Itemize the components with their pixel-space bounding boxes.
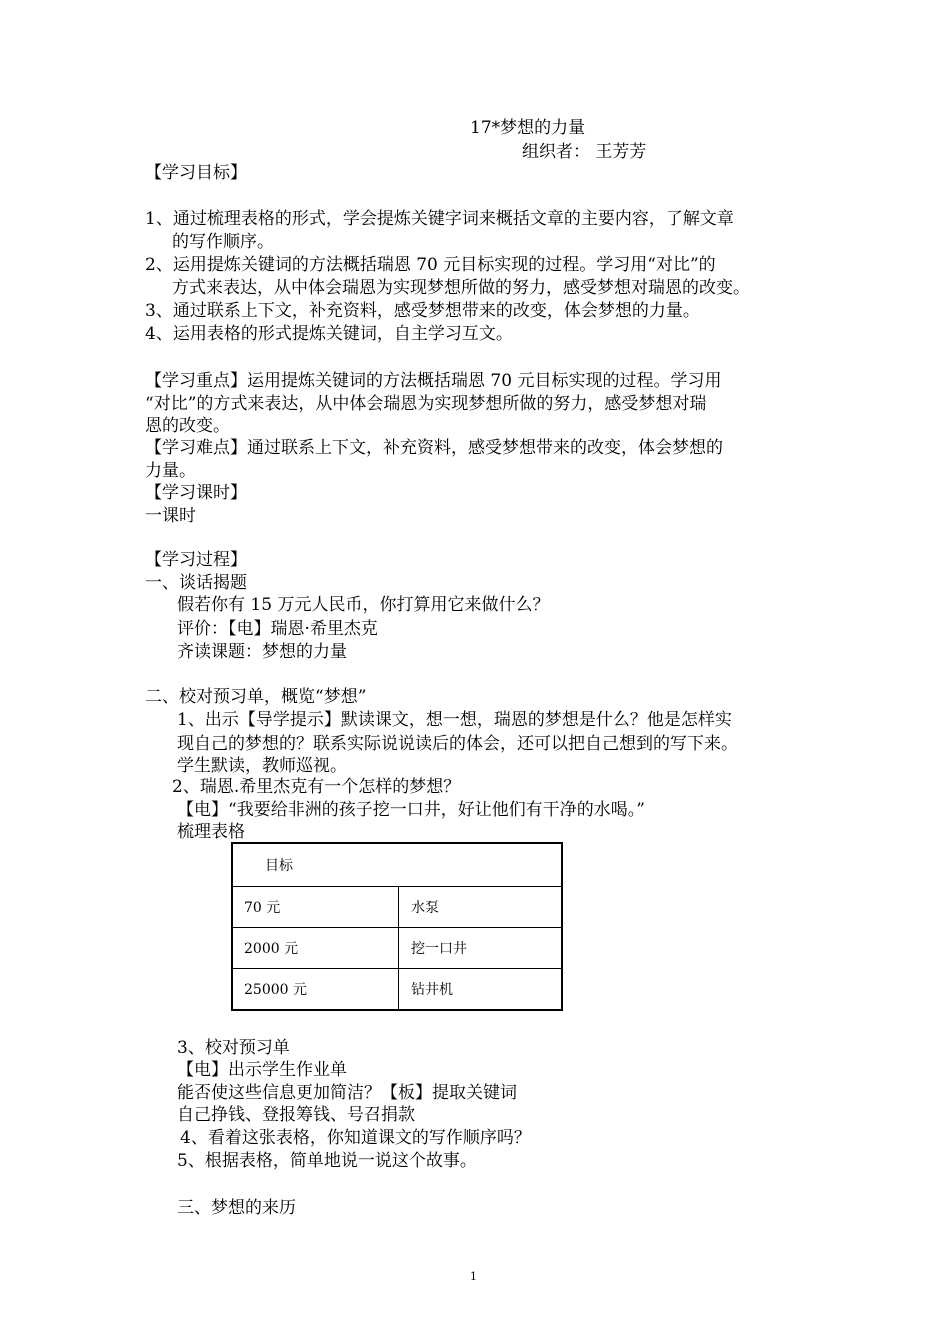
section-2-step-5: 5、根据表格，简单地说一说这个故事。	[177, 1151, 477, 1171]
objective-item-2-cont: 方式来表达，从中体会瑞恩为实现梦想所做的努力，感受梦想对瑞恩的改变。	[172, 278, 750, 298]
focus-line-2: “对比”的方式来表达，从中体会瑞恩为实现梦想所做的努力，感受梦想对瑞	[145, 394, 707, 414]
objective-item-4: 4、运用表格的形式提炼关键词，自主学习互文。	[145, 324, 513, 344]
section-1-line-1: 假若你有 15 万元人民币，你打算用它来做什么？	[177, 595, 550, 615]
table-header-row	[233, 844, 561, 886]
objective-item-1-cont: 的写作顺序。	[172, 232, 274, 252]
section-2-step-1-line-2: 现自己的梦想的？联系实际说说读后的体会，还可以把自己想到的写下来。	[177, 734, 738, 754]
table-row	[233, 886, 561, 927]
difficulty-line-1: 【学习难点】通过联系上下文，补充资料，感受梦想带来的改变，体会梦想的	[145, 438, 723, 458]
organizer-line: 组织者： 王芳芳	[522, 142, 647, 162]
section-1-line-3: 齐读课题：梦想的力量	[177, 642, 347, 662]
section-2-step-1-line-3: 学生默读，教师巡视。	[177, 756, 347, 776]
objective-item-1: 1、通过梳理表格的形式，学会提炼关键字词来概括文章的主要内容，了解文章	[145, 209, 734, 229]
difficulty-line-2: 力量。	[145, 461, 196, 481]
section-2-step-3-line-1: 【电】出示学生作业单	[177, 1060, 347, 1080]
table-row	[233, 927, 561, 968]
section-1-line-2: 评价：【电】瑞恩·希里杰克	[177, 619, 378, 639]
section-2-step-3: 3、校对预习单	[177, 1038, 290, 1058]
process-heading: 【学习过程】	[145, 550, 247, 570]
page-number: 1	[470, 1270, 477, 1283]
table-cell-item: 水泵	[398, 887, 561, 927]
section-2-step-3-line-2: 能否使这些信息更加简洁？【板】提取关键词	[177, 1083, 517, 1103]
period-value: 一课时	[145, 506, 196, 526]
document-title: 17*梦想的力量	[470, 118, 586, 138]
goal-table	[231, 842, 563, 1011]
table-row	[233, 968, 561, 1009]
table-cell-amount: 70 元	[244, 900, 281, 916]
section-2-step-2: 2、瑞恩.希里杰克有一个怎样的梦想？	[172, 777, 461, 797]
section-3-title: 三、梦想的来历	[177, 1198, 296, 1218]
table-cell-item: 钻井机	[398, 969, 561, 1009]
focus-line-3: 恩的改变。	[145, 416, 230, 436]
section-2-title: 二、校对预习单，概览“梦想”	[145, 687, 367, 707]
table-cell-item: 挖一口井	[398, 928, 561, 968]
section-2-step-1-line-1: 1、出示【导学提示】默读课文，想一想，瑞恩的梦想是什么？他是怎样实	[177, 710, 732, 730]
objectives-heading: 【学习目标】	[145, 163, 247, 183]
section-2-step-3-line-3: 自己挣钱、登报筹钱、号召捐款	[177, 1105, 415, 1125]
section-2-step-4: 4、看着这张表格，你知道课文的写作顺序吗？	[180, 1128, 531, 1148]
section-1-title: 一、谈话揭题	[145, 573, 247, 593]
table-caption: 梳理表格	[177, 822, 245, 842]
objective-item-2: 2、运用提炼关键词的方法概括瑞恩 70 元目标实现的过程。学习用“对比”的	[145, 255, 716, 275]
table-cell-amount: 2000 元	[244, 941, 299, 957]
focus-line-1: 【学习重点】运用提炼关键词的方法概括瑞恩 70 元目标实现的过程。学习用	[145, 371, 722, 391]
objective-item-3: 3、通过联系上下文，补充资料，感受梦想带来的改变，体会梦想的力量。	[145, 301, 700, 321]
dream-quote: 【电】“我要给非洲的孩子挖一口井，好让他们有干净的水喝。”	[177, 800, 645, 820]
period-heading: 【学习课时】	[145, 483, 247, 503]
table-cell-amount: 25000 元	[244, 982, 307, 998]
table-header-cell: 目标	[265, 858, 293, 874]
